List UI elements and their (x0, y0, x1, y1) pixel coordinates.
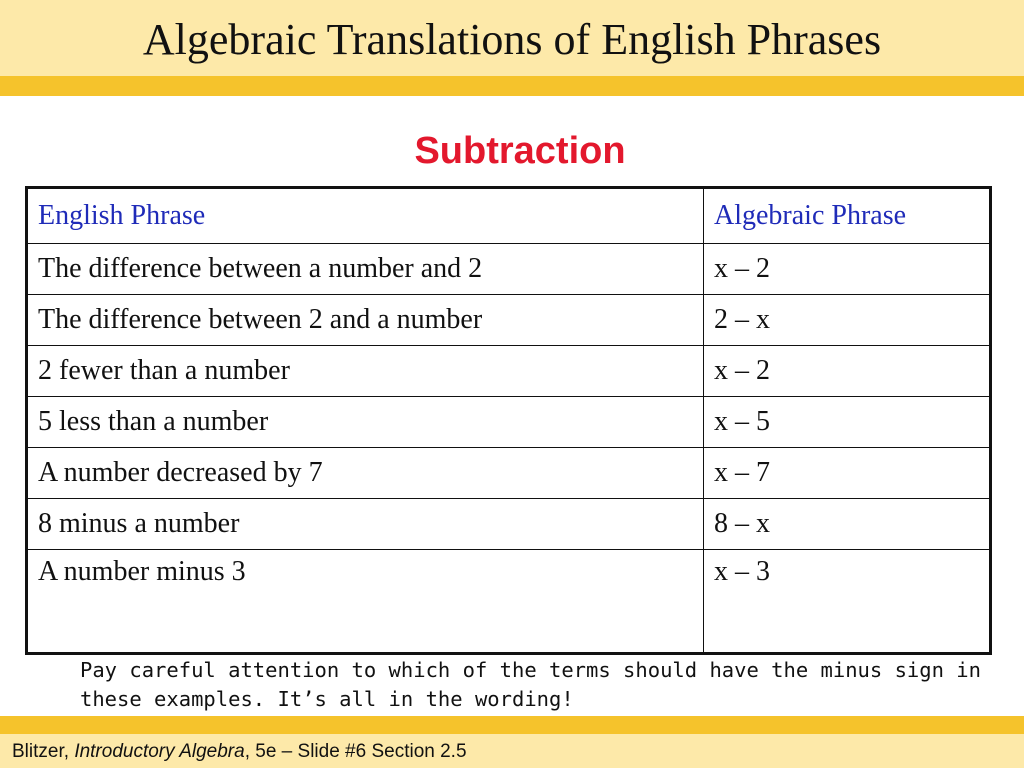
english-phrase-cell: 5 less than a number (27, 397, 704, 448)
table-header-row (27, 188, 991, 244)
algebraic-phrase-cell: x – 7 (704, 448, 991, 499)
footer-citation (12, 741, 467, 763)
slide-title: Algebraic Translations of English Phrases (142, 15, 882, 64)
translation-table (25, 186, 992, 655)
english-phrase-cell: The difference between 2 and a number (27, 295, 704, 346)
footer-stripe (0, 716, 1024, 734)
table-row (27, 448, 991, 499)
english-phrase-cell: A number minus 3 (27, 550, 704, 654)
note-line-1: Pay careful attention to which of the terms should have the minus sign in (80, 658, 981, 682)
table-row (27, 397, 991, 448)
table-row (27, 295, 991, 346)
english-phrase-cell: A number decreased by 7 (27, 448, 704, 499)
algebraic-phrase-cell: 8 – x (704, 499, 991, 550)
title-stripe (0, 76, 1024, 96)
english-phrase-cell: 8 minus a number (27, 499, 704, 550)
table-row (27, 499, 991, 550)
section-heading: Subtraction (414, 130, 626, 172)
table-row (27, 244, 991, 295)
note-line-2: these examples. It’s all in the wording! (80, 687, 574, 711)
footer-book-title: Introductory Algebra (74, 741, 245, 762)
header-algebraic-phrase: Algebraic Phrase (704, 188, 991, 244)
header-english-phrase: English Phrase (27, 188, 704, 244)
algebraic-phrase-cell: x – 2 (704, 346, 991, 397)
algebraic-phrase-cell: x – 5 (704, 397, 991, 448)
table-row (27, 550, 991, 654)
note-text (80, 656, 1000, 714)
footer-slide-info: , 5e – Slide #6 Section 2.5 (244, 741, 467, 762)
table-row (27, 346, 991, 397)
algebraic-phrase-cell: x – 2 (704, 244, 991, 295)
algebraic-phrase-cell: 2 – x (704, 295, 991, 346)
footer-author: Blitzer, (12, 741, 75, 762)
english-phrase-cell: 2 fewer than a number (27, 346, 704, 397)
english-phrase-cell: The difference between a number and 2 (27, 244, 704, 295)
algebraic-phrase-cell: x – 3 (704, 550, 991, 654)
